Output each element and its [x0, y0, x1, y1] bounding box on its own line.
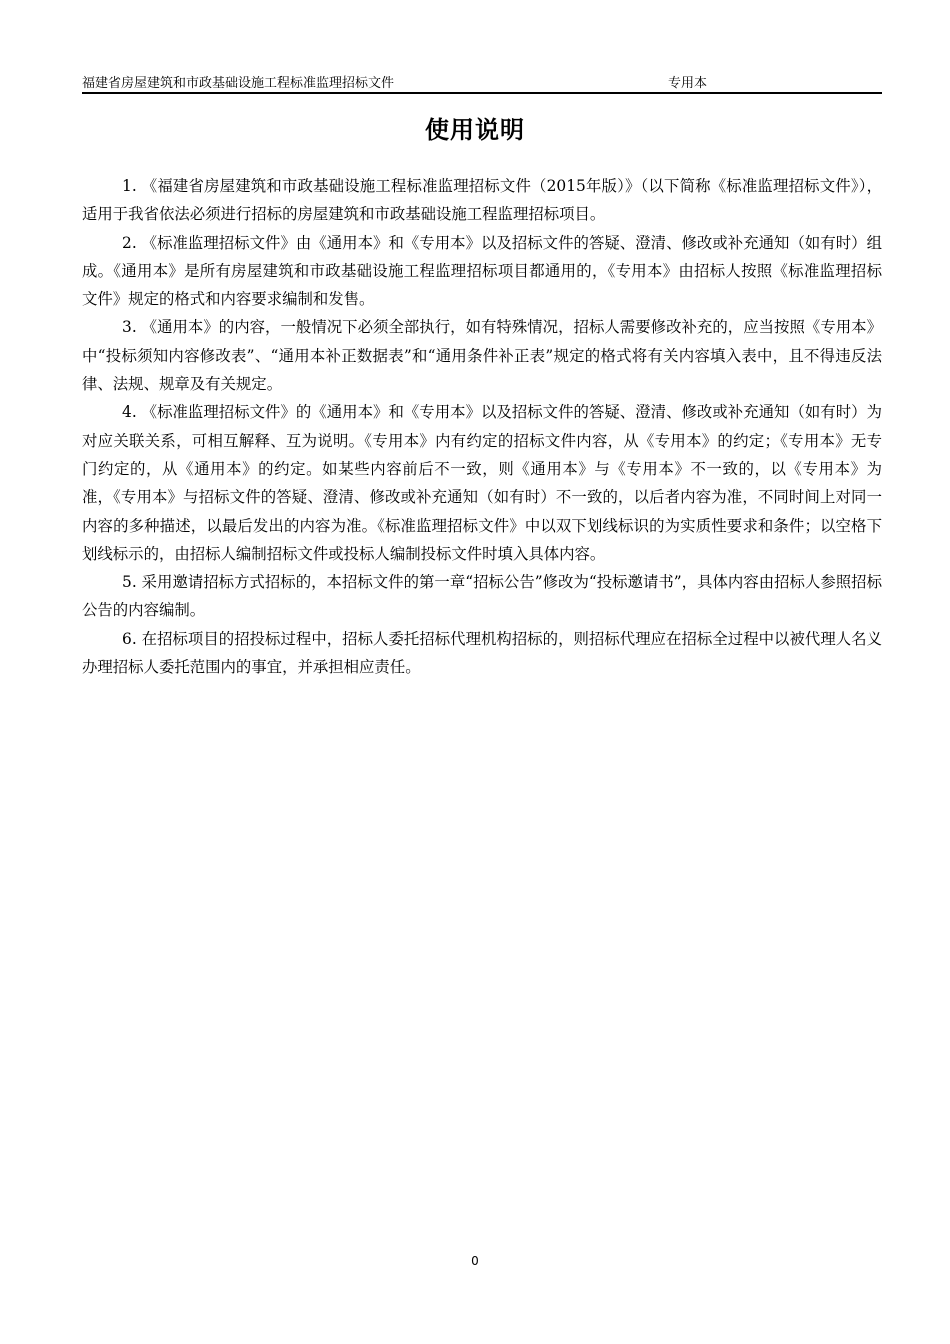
instruction-paragraph-5: 5. 采用邀请招标方式招标的，本招标文件的第一章“招标公告”修改为“投标邀请书”，具体内容由招标人参照招标公告的内容编制。	[82, 573, 882, 620]
header-document-name: 福建省房屋建筑和市政基础设施工程标准监理招标文件	[82, 76, 395, 91]
document-body	[82, 172, 882, 681]
instruction-paragraph-3: 3. 《通用本》的内容，一般情况下必须全部执行，如有特殊情况，招标人需要修改补充的，应当按照《专用本》中“投标须知内容修改表”、“通用本补正数据表”和“通用条件补正表”规定的格式将有关内容填入表中，且不得违反法律、法规、规章及有关规定。	[82, 318, 882, 394]
instruction-paragraph-1: 1. 《福建省房屋建筑和市政基础设施工程标准监理招标文件（2015年版）》（以下简称《标准监理招标文件》），适用于我省依法必须进行招标的房屋建筑和市政基础设施工程监理招标项目。	[82, 177, 882, 224]
header-edition-label: 专用本	[668, 76, 708, 91]
document-title: 使用说明	[425, 116, 525, 144]
instruction-paragraph-6: 6. 在招标项目的招投标过程中，招标人委托招标代理机构招标的，则招标代理应在招标全过程中以被代理人名义办理招标人委托范围内的事宜，并承担相应责任。	[82, 629, 882, 677]
page-header	[82, 70, 882, 94]
instruction-paragraph-4: 4. 《标准监理招标文件》的《通用本》和《专用本》以及招标文件的答疑、澄清、修改或补充通知（如有时）为对应关联关系，可相互解释、互为说明。《专用本》内有约定的招标文件内容，从《专用本》的约定；《专用本》无专门约定的，从《通用本》的约定。如某些内容前后不一致，则《通用本》与《专用本》不一致的，以《专用本》为准，《专用本》与招标文件的答疑、澄清、修改或补充通知（如有时）不一致的，以后者内容为准，不同时间上对同一内容的多种描述，以最后发出的内容为准。《标准监理招标文件》中以双下划线标识的为实质性要求和条件；以空格下划线标示的，由招标人编制招标文件或投标人编制投标文件时填入具体内容。	[82, 403, 882, 563]
page-number: 0	[471, 1254, 479, 1268]
instruction-paragraph-2: 2. 《标准监理招标文件》由《通用本》和《专用本》以及招标文件的答疑、澄清、修改或补充通知（如有时）组成。《通用本》是所有房屋建筑和市政基础设施工程监理招标项目都通用的，《专用本》由招标人按照《标准监理招标文件》规定的格式和内容要求编制和发售。	[82, 233, 882, 309]
